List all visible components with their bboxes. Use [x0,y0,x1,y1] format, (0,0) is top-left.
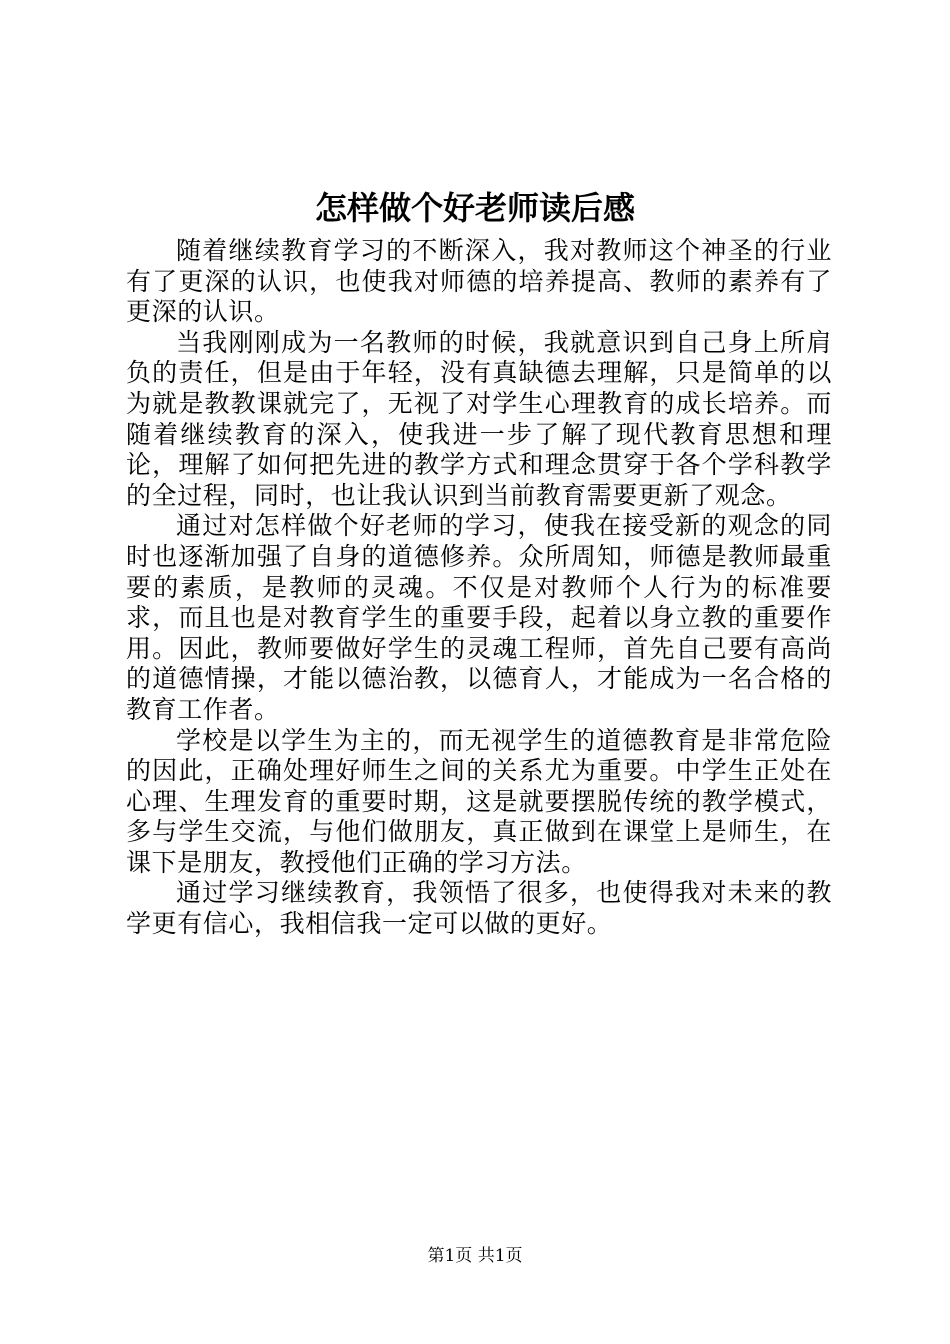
paragraph-3: 通过对怎样做个好老师的学习，使我在接受新的观念的同时也逐渐加强了自身的道德修养。众所周知，师德是教师最重要的素质，是教师的灵魂。不仅是对教师个人行为的标准要求，而且也是对教育学生的重要手段，起着以身立教的重要作用。因此，教师要做好学生的灵魂工程师，首先自己要有高尚的道德情操，才能以德治教，以德育人，才能成为一名合格的教育工作者。 [126,511,832,724]
paragraph-1: 随着继续教育学习的不断深入，我对教师这个神圣的行业有了更深的认识，也使我对师德的培养提高、教师的素养有了更深的认识。 [126,236,832,327]
page-number-footer: 第1页 共1页 [427,1246,523,1266]
document-body [126,236,832,940]
paragraph-4: 学校是以学生为主的，而无视学生的道德教育是非常危险的因此，正确处理好师生之间的关系尤为重要。中学生正处在心理、生理发育的重要时期，这是就要摆脱传统的教学模式，多与学生交流，与他们做朋友，真正做到在课堂上是师生，在课下是朋友，教授他们正确的学习方法。 [126,725,832,877]
paragraph-5: 通过学习继续教育，我领悟了很多，也使得我对未来的教学更有信心，我相信我一定可以做的更好。 [126,878,832,939]
paragraph-2: 当我刚刚成为一名教师的时候，我就意识到自己身上所肩负的责任，但是由于年轻，没有真缺德去理解，只是简单的以为就是教教课就完了，无视了对学生心理教育的成长培养。而随着继续教育的深入，使我进一步了解了现代教育思想和理论，理解了如何把先进的教学方式和理念贯穿于各个学科教学的全过程，同时，也让我认识到当前教育需要更新了观念。 [126,327,832,510]
document-title: 怎样做个好老师读后感 [314,189,635,227]
